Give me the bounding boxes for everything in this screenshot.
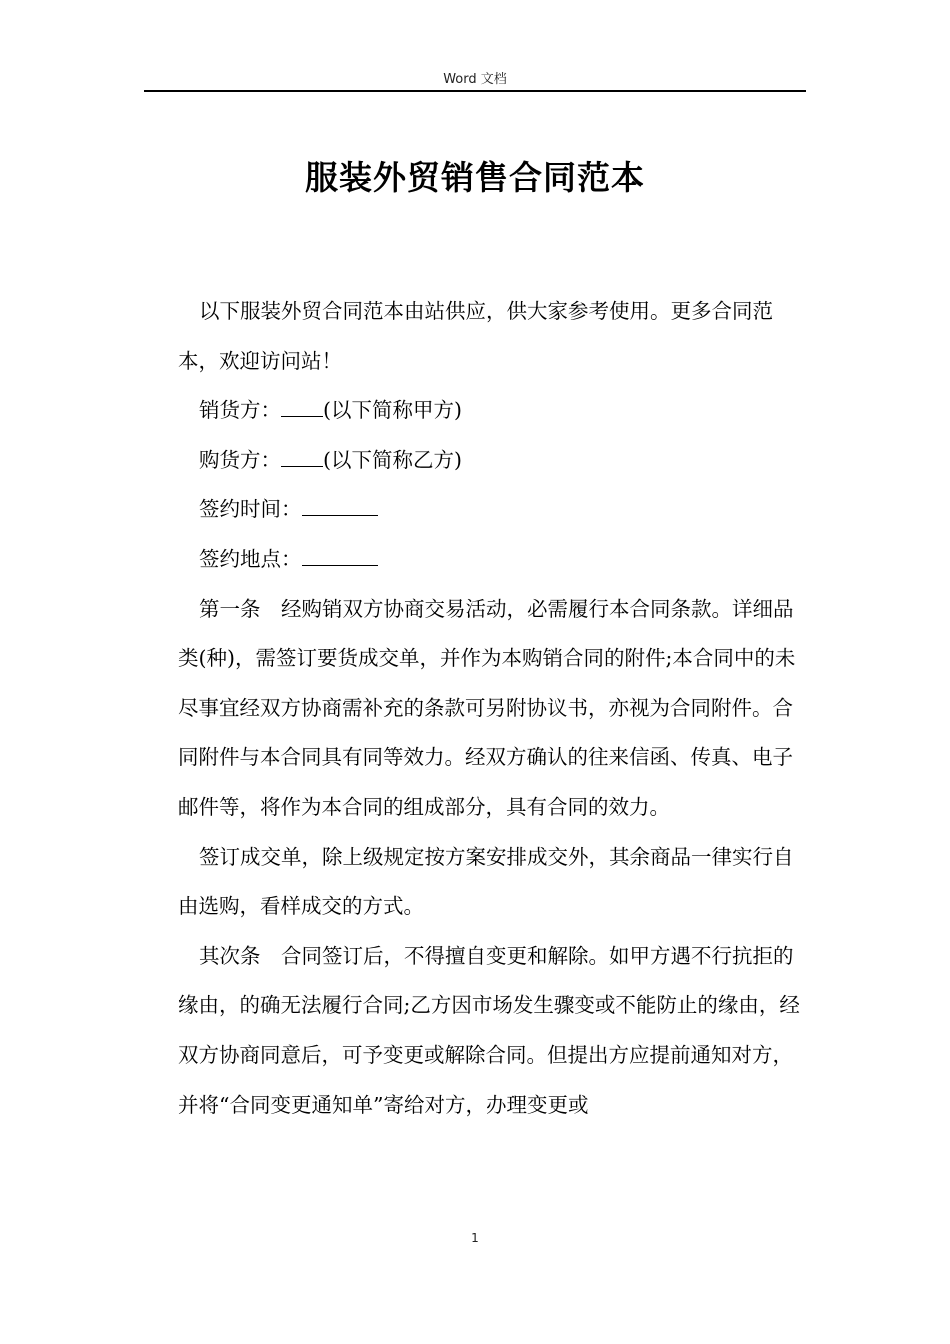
page-header: [144, 64, 806, 92]
field-seller: [178, 386, 804, 436]
intro-paragraph: 以下服装外贸合同范本由站供应，供大家参考使用。更多合同范本，欢迎访问站！: [178, 299, 773, 373]
field-buyer: [178, 436, 804, 486]
field-label: 签约地点：: [199, 546, 302, 571]
field-suffix: (以下简称乙方): [323, 447, 462, 472]
document-title: 服装外贸销售合同范本: [305, 158, 645, 197]
header-text: Word 文档: [443, 72, 507, 87]
article-2-paragraph: 其次条 合同签订后，不得擅自变更和解除。如甲方遇不行抗拒的缘由，的确无法履行合同;乙方因市场发生骤变或不能防止的缘由，经双方协商同意后，可予变更或解除合同。但提出方应提前通知对方，并将“合同变更通知单”寄给对方，办理变更或: [178, 943, 800, 1117]
transaction-paragraph: 签订成交单，除上级规定按方案安排成交外，其余商品一律实行自由选购，看样成交的方式。: [178, 844, 794, 919]
field-label: 销货方：: [199, 398, 281, 423]
fill-in-blank: [302, 497, 378, 516]
article-1-paragraph: 第一条 经购销双方协商交易活动，必需履行本合同条款。详细品类(种)，需签订要货成交单，并作为本购销合同的附件;本合同中的未尽事宜经双方协商需补充的条款可另附协议书，亦视为合同附件。合同附件与本合同具有同等效力。经双方确认的往来信函、传真、电子邮件等，将作为本合同的组成部分，具有合同的效力。: [178, 596, 796, 819]
field-label: 购货方：: [199, 447, 281, 472]
field-label: 签约时间：: [199, 497, 302, 522]
document-body: [178, 287, 804, 1130]
field-signing-place: [178, 535, 804, 585]
fill-in-blank: [302, 547, 378, 566]
fill-in-blank: [281, 398, 323, 417]
fill-in-blank: [281, 448, 323, 467]
field-signing-time: [178, 485, 804, 535]
page-number: 1: [471, 1231, 479, 1245]
field-suffix: (以下简称甲方): [323, 398, 462, 423]
